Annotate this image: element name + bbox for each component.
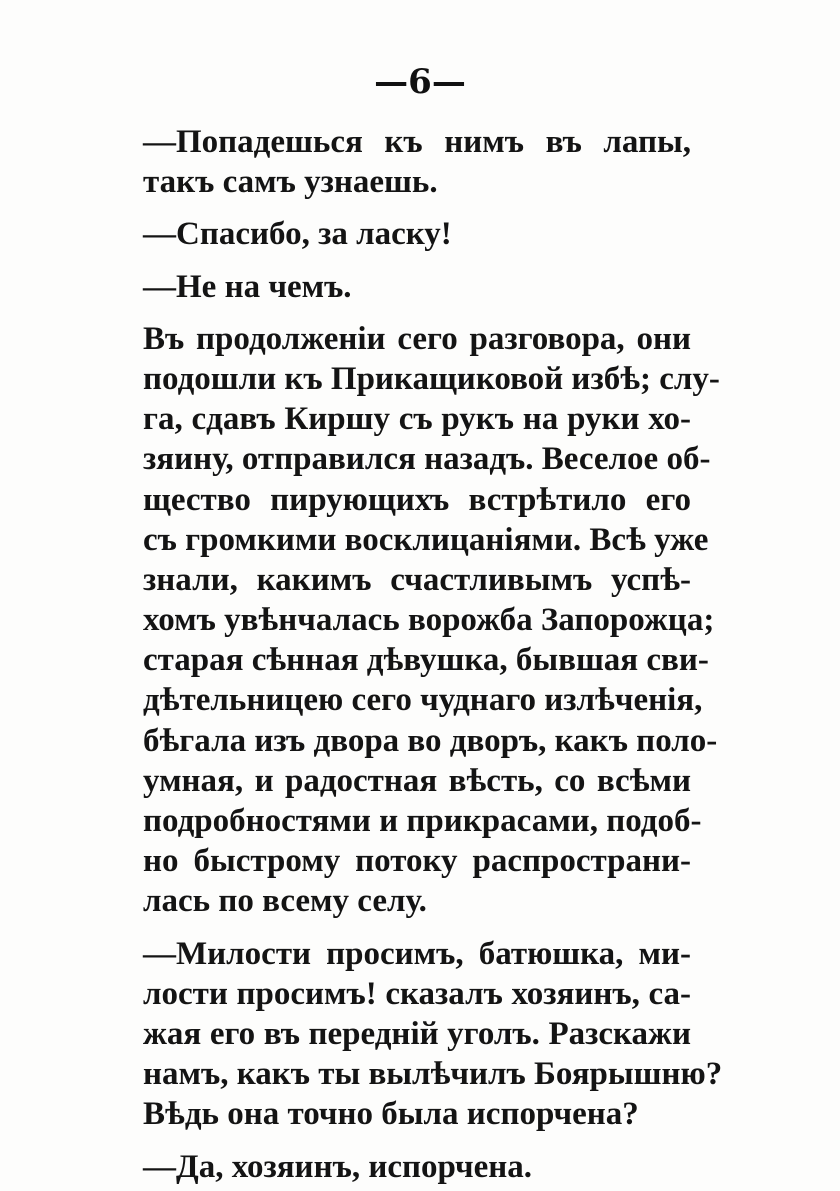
text-line: знали, какимъ счастливымъ успѣ-	[143, 561, 691, 598]
text-line: дѣтельницею сего чуднаго излѣченія,	[143, 682, 703, 719]
paragraph	[143, 934, 723, 1135]
paragraph-gap	[143, 202, 691, 214]
paragraph	[143, 122, 691, 202]
text-line: старая сѣнная дѣвушка, бывшая сви-	[143, 642, 709, 679]
text-line: лости просимъ! сказалъ хозяинъ, са-	[143, 975, 691, 1012]
text-line: —Милости просимъ, батюшка, ми-	[143, 935, 691, 972]
paragraph	[143, 267, 691, 307]
paragraph-gap	[143, 1135, 691, 1147]
paragraph-gap	[143, 307, 691, 319]
text-line: съ громкими восклицаніями. Всѣ уже	[143, 521, 709, 558]
text-line: бѣгала изъ двора во дворъ, какъ поло-	[143, 722, 718, 759]
paragraph	[143, 1147, 691, 1187]
text-line: Вѣдь она точно была испорчена?	[143, 1096, 639, 1133]
paragraph-gap	[143, 255, 691, 267]
body-text	[143, 122, 723, 1187]
text-line: хомъ увѣнчалась ворожба Запорожца;	[143, 602, 715, 639]
text-line: га, сдавъ Киршу съ рукъ на руки хо-	[143, 401, 691, 438]
text-line: подошли къ Прикащиковой избѣ; слу-	[143, 360, 720, 397]
text-line: —Не на чемъ.	[143, 268, 352, 305]
text-line: Въ продолженіи сего разговора, они	[143, 320, 691, 357]
text-line: —Спасибо, за ласку!	[143, 216, 452, 253]
text-line: щество пирующихъ встрѣтило его	[143, 481, 691, 518]
text-line: жая его въ передній уголъ. Разскажи	[143, 1015, 691, 1052]
paragraph	[143, 319, 720, 922]
paragraph	[143, 214, 691, 254]
text-line: но быстрому потоку распространи-	[143, 843, 691, 880]
text-line: —Да, хозяинъ, испорчена.	[143, 1148, 533, 1185]
text-line: умная, и радостная вѣсть, со всѣми	[143, 762, 691, 799]
text-line: намъ, какъ ты вылѣчилъ Боярышню?	[143, 1056, 723, 1093]
paragraph-gap	[143, 922, 691, 934]
text-line: зяину, отправился назадъ. Веселое об-	[143, 441, 711, 478]
text-line: подробностями и прикрасами, подоб-	[143, 803, 702, 839]
page-number: —6—	[374, 62, 466, 102]
text-line: —Попадешься къ нимъ въ лапы,	[143, 124, 691, 160]
text-line: такъ самъ узнаешь.	[143, 164, 438, 201]
text-line: лась по всему селу.	[143, 883, 427, 920]
